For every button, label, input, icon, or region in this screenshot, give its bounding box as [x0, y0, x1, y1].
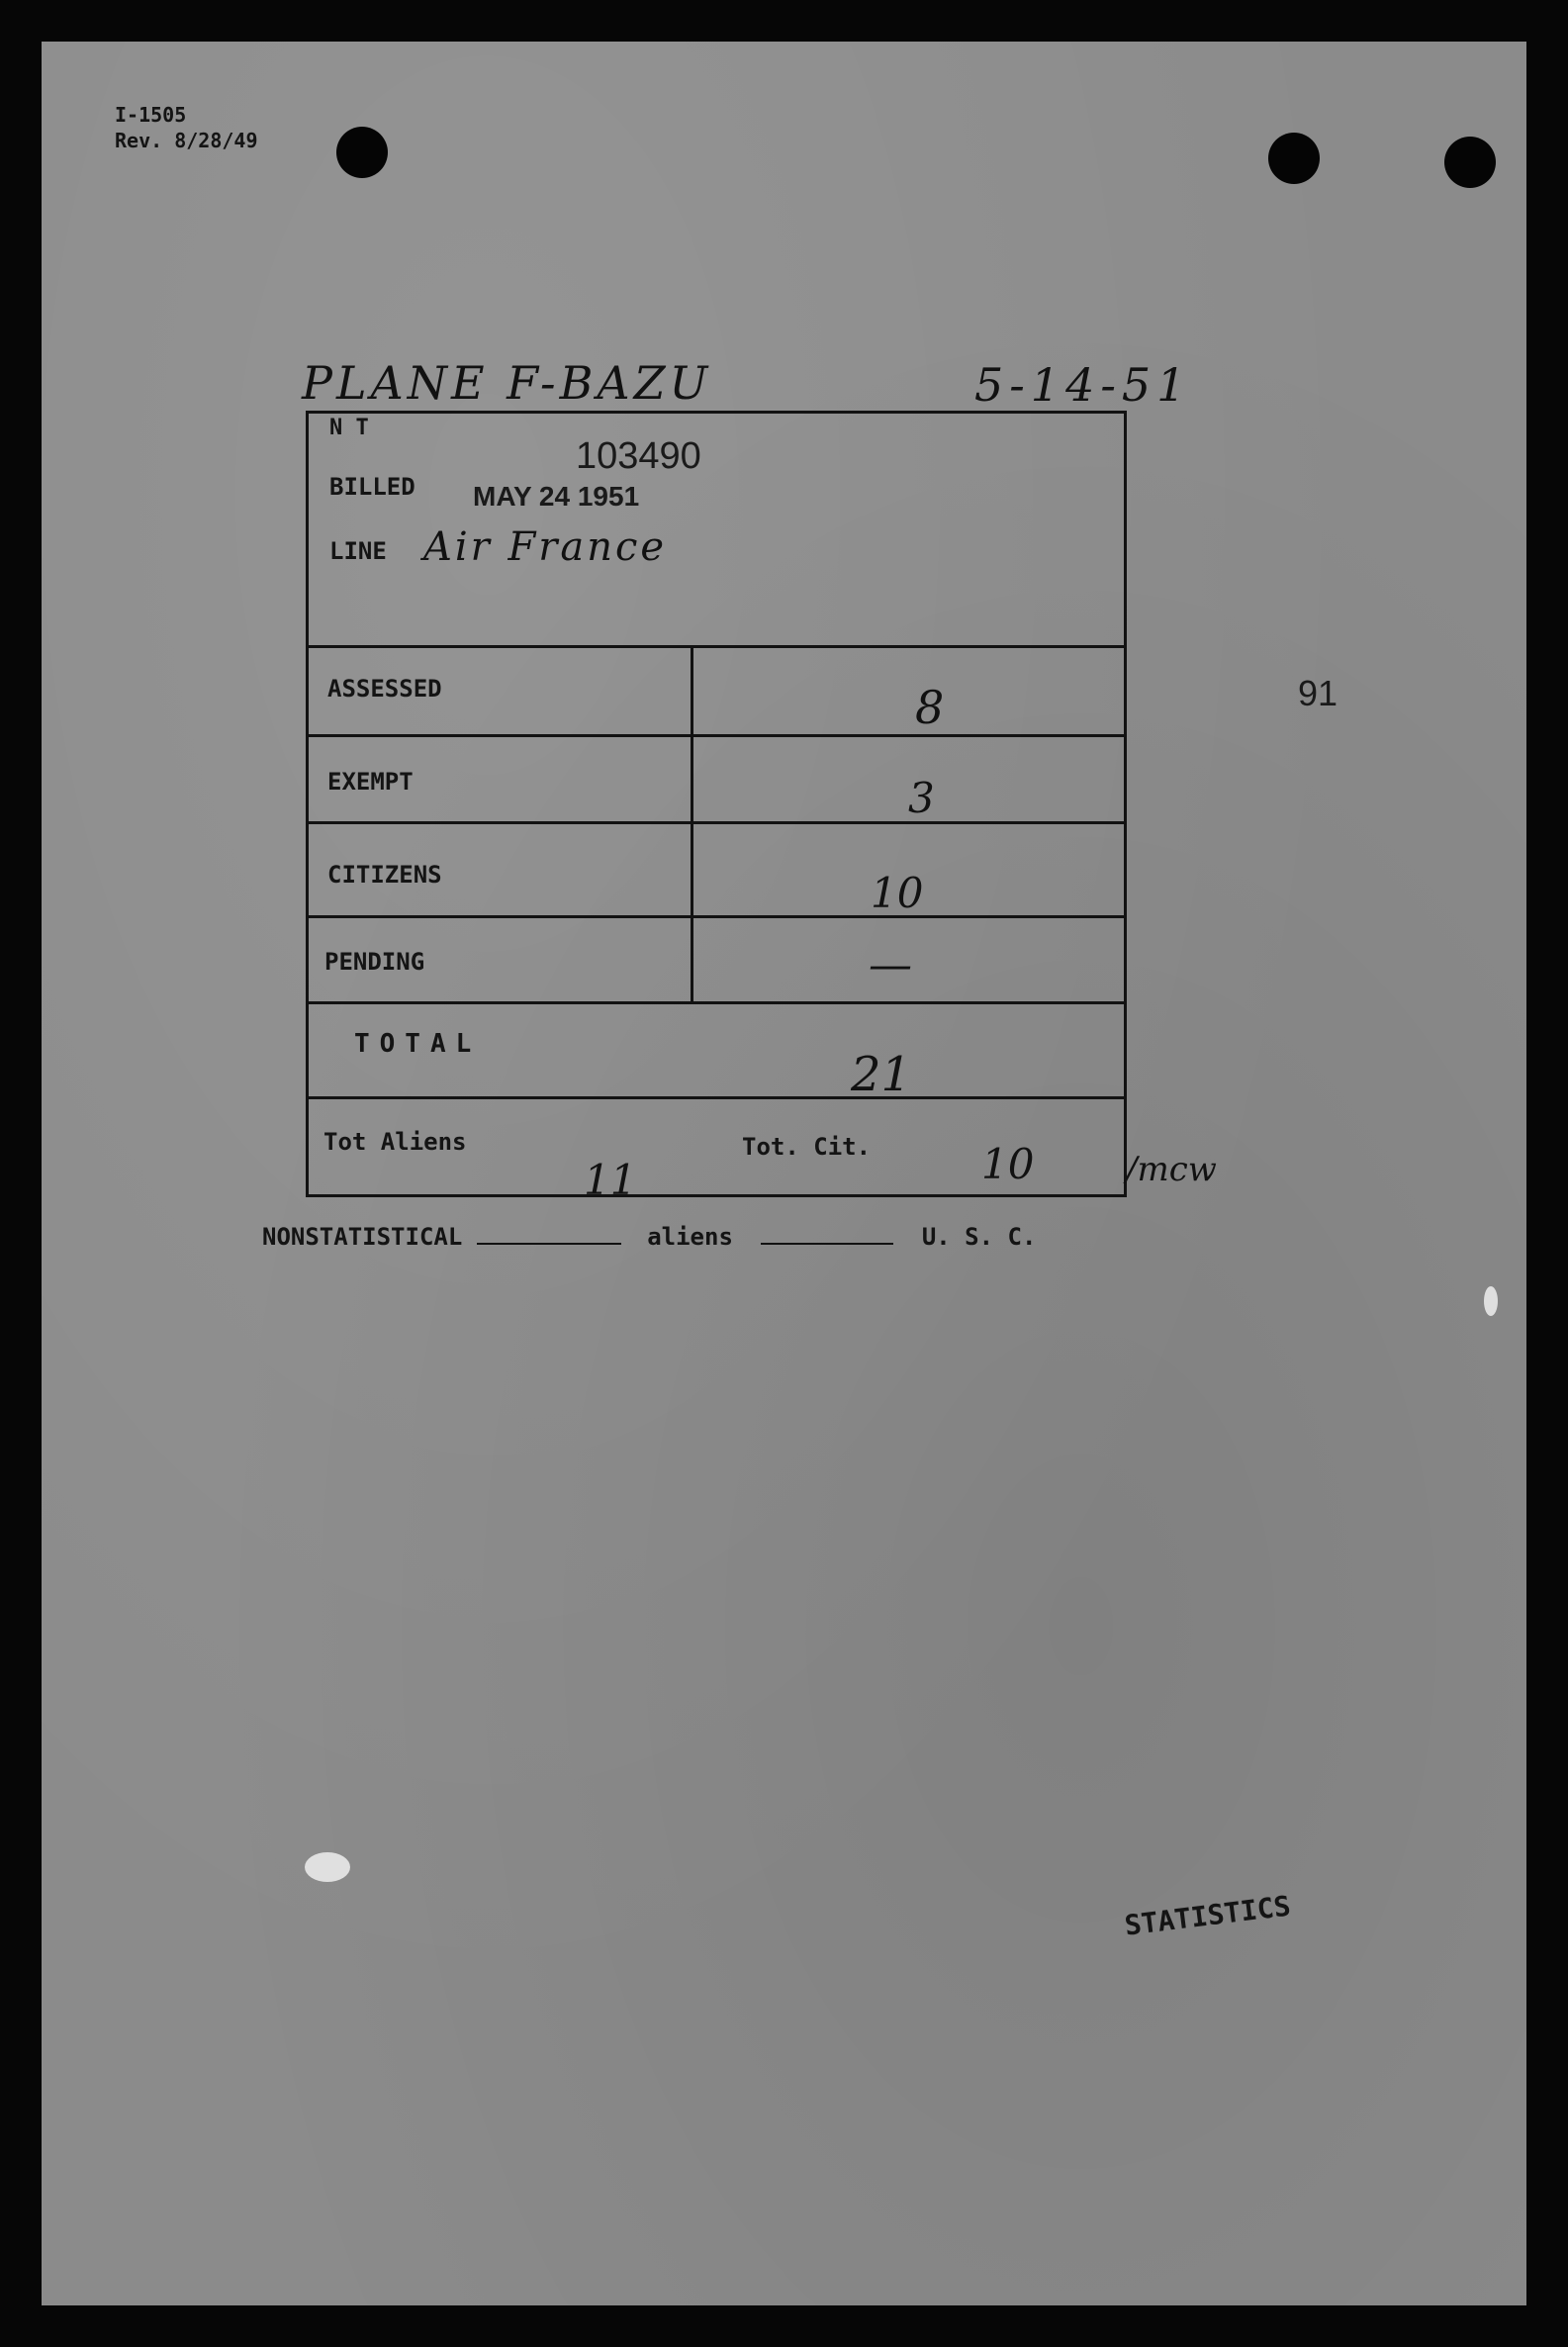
aliens-blank [761, 1243, 893, 1245]
table-rule [306, 1001, 1127, 1004]
row-label-exempt: EXEMPT [327, 768, 414, 796]
table-rule [306, 734, 1127, 737]
serial-number: 103490 [576, 435, 701, 477]
dust-speck [305, 1852, 350, 1882]
statistics-stamp: STATISTICS [1123, 1889, 1293, 1942]
table-rule [306, 821, 1127, 824]
row-label-citizens: CITIZENS [327, 861, 442, 889]
total-label: TOTAL [354, 1029, 482, 1059]
column-divider [691, 645, 693, 1001]
total-aliens-value: 11 [584, 1156, 637, 1204]
airline-name: Air France [423, 524, 668, 570]
dust-speck [1484, 1286, 1498, 1316]
nonstatistical-line [262, 1223, 1036, 1251]
row-label-assessed: ASSESSED [327, 675, 442, 703]
arrival-date: 5-14-51 [974, 358, 1192, 412]
punch-hole [1268, 133, 1320, 184]
row-value-assessed: 8 [915, 681, 945, 734]
punch-hole [1444, 137, 1496, 188]
row-value-citizens: 10 [871, 869, 924, 917]
total-citizens-value: 10 [981, 1140, 1035, 1188]
row-value-exempt: 3 [908, 774, 935, 822]
billed-label: BILLED [329, 473, 415, 501]
aliens-label: aliens [647, 1223, 733, 1251]
table-rule [306, 1096, 1127, 1099]
punch-hole [336, 127, 388, 178]
total-value: 21 [851, 1047, 912, 1102]
margin-number: 91 [1298, 673, 1338, 713]
nonstatistical-blank [477, 1243, 621, 1245]
line-label: LINE [329, 537, 387, 565]
nonstatistical-label: NONSTATISTICAL [262, 1223, 463, 1251]
clerk-initials: /mcw [1126, 1150, 1217, 1189]
total-citizens-label: Tot. Cit. [742, 1133, 872, 1161]
plane-id: PLANE F-BAZU [302, 356, 712, 410]
row-label-pending: PENDING [324, 948, 425, 976]
form-revision: Rev. 8/28/49 [115, 129, 258, 152]
nt-label: N T [329, 416, 369, 440]
form-number: I-1505 [115, 103, 187, 127]
table-rule [306, 915, 1127, 918]
total-aliens-label: Tot Aliens [323, 1128, 467, 1156]
row-value-pending: — [869, 940, 912, 990]
billed-date: MAY 24 1951 [473, 481, 640, 512]
usc-label: U. S. C. [921, 1223, 1037, 1251]
table-rule [306, 645, 1127, 648]
